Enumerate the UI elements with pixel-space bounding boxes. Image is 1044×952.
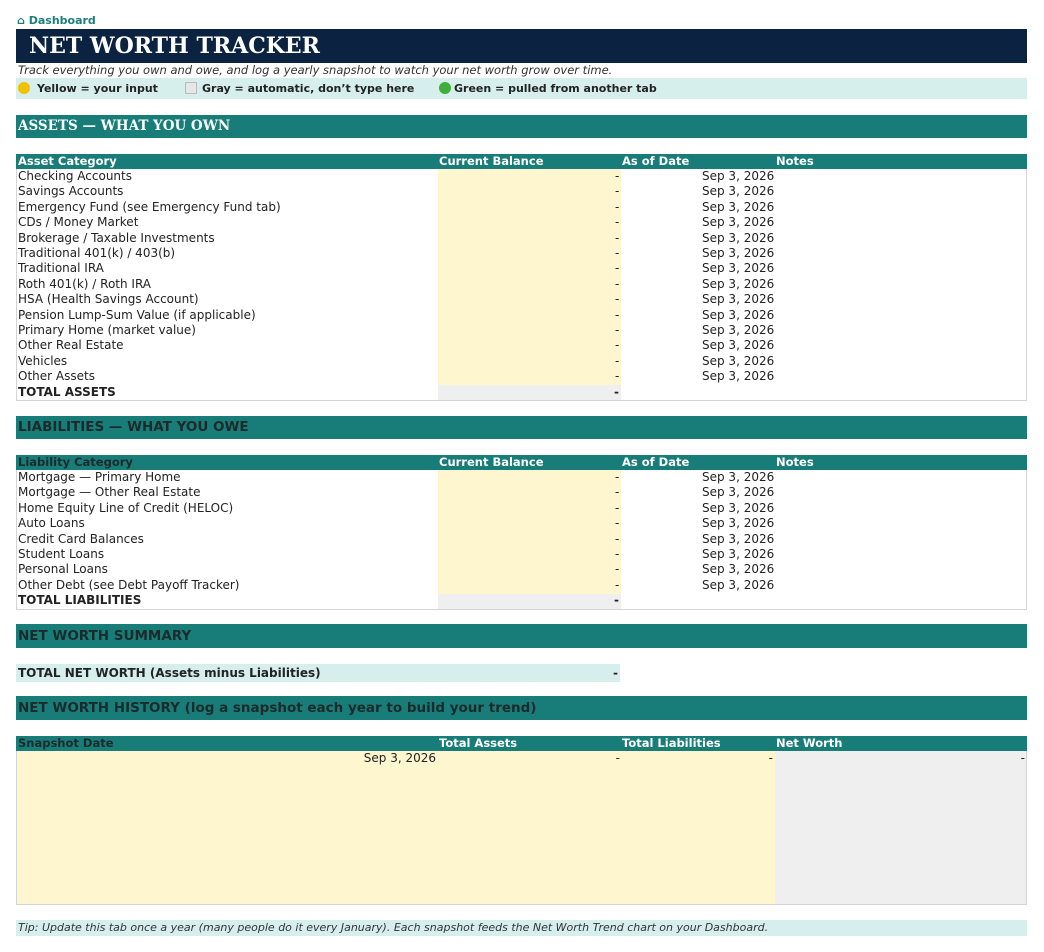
notes-cell[interactable] (777, 470, 1017, 485)
balance-input[interactable]: - (615, 169, 620, 183)
notes-cell[interactable] (777, 354, 1017, 369)
col-total-assets: Total Assets (439, 736, 518, 750)
notes-cell[interactable] (777, 169, 1017, 184)
col-net-worth: Net Worth (776, 736, 843, 750)
legend-yellow (18, 78, 158, 99)
green-circle-icon (439, 82, 451, 94)
color-legend (16, 78, 1027, 99)
col-snapshot-date: Snapshot Date (18, 736, 114, 750)
balance-input[interactable]: - (615, 338, 620, 353)
as-of-date-cell[interactable]: Sep 3, 2026 (702, 230, 775, 245)
balance-input[interactable]: - (615, 323, 620, 337)
assets-table (16, 169, 1027, 401)
balance-input[interactable]: - (615, 276, 620, 291)
category-cell: Vehicles (18, 353, 68, 368)
balance-input[interactable]: - (615, 577, 620, 592)
legend-gray-label: Gray = automatic, don’t type here (202, 82, 415, 95)
balance-input[interactable]: - (615, 230, 620, 245)
category-cell: Other Debt (see Debt Payoff Tracker) (18, 577, 240, 592)
legend-green-label: Green = pulled from another tab (454, 82, 657, 95)
notes-cell[interactable] (777, 501, 1017, 516)
balance-input[interactable]: - (615, 531, 620, 546)
table-row (17, 547, 1026, 562)
table-row (17, 261, 1026, 276)
balance-input[interactable]: - (615, 246, 620, 260)
col-liability-category: Liability Category (18, 455, 133, 469)
table-row (17, 184, 1026, 199)
table-row (17, 231, 1026, 246)
notes-cell[interactable] (777, 308, 1017, 323)
as-of-date-cell[interactable]: Sep 3, 2026 (702, 246, 775, 260)
snapshot-assets-cell[interactable]: - (615, 751, 620, 765)
table-row (17, 308, 1026, 323)
as-of-date-cell[interactable]: Sep 3, 2026 (702, 215, 775, 230)
table-row (17, 338, 1026, 353)
notes-cell[interactable] (777, 578, 1017, 593)
dashboard-link[interactable] (17, 14, 96, 27)
table-row (17, 323, 1026, 338)
notes-cell[interactable] (777, 215, 1017, 230)
category-cell: Other Assets (18, 369, 95, 384)
liabilities-table-header (16, 455, 1027, 470)
snapshot-liabilities-cell[interactable]: - (768, 751, 773, 765)
assets-section-title: ASSETS — WHAT YOU OWN (16, 115, 1027, 138)
total-row (17, 593, 1026, 608)
as-of-date-cell[interactable]: Sep 3, 2026 (702, 169, 775, 183)
as-of-date-cell[interactable]: Sep 3, 2026 (702, 353, 775, 368)
snapshot-date-cell[interactable]: Sep 3, 2026 (363, 751, 436, 765)
assets-table-header (16, 154, 1027, 169)
notes-cell[interactable] (777, 369, 1017, 384)
category-cell: Brokerage / Taxable Investments (18, 230, 215, 245)
category-cell: Roth 401(k) / Roth IRA (18, 276, 152, 291)
page-subtitle: Track everything you own and owe, and log a yearly snapshot to watch your net worth grow over time. (18, 63, 613, 77)
category-cell: Traditional 401(k) / 403(b) (18, 246, 176, 260)
as-of-date-cell[interactable]: Sep 3, 2026 (702, 485, 775, 500)
tip-note: Tip: Update this tab once a year (many people do it every January). Each snapshot feeds the Net Worth Trend chart on your Dashboard. (16, 920, 1027, 936)
as-of-date-cell[interactable]: Sep 3, 2026 (702, 547, 775, 561)
category-cell: Checking Accounts (18, 169, 132, 183)
total-label: TOTAL ASSETS (18, 384, 116, 399)
category-cell: Other Real Estate (18, 338, 124, 353)
legend-gray (185, 78, 414, 99)
legend-green (439, 78, 657, 99)
notes-cell[interactable] (777, 184, 1017, 199)
category-cell: Mortgage — Primary Home (18, 470, 181, 484)
category-cell: Mortgage — Other Real Estate (18, 485, 201, 500)
history-auto-area (775, 751, 1026, 904)
notes-cell[interactable] (777, 338, 1017, 353)
gray-square-icon (185, 82, 197, 94)
dashboard-link-label: Dashboard (28, 14, 96, 27)
as-of-date-cell[interactable]: Sep 3, 2026 (702, 307, 775, 322)
category-cell: Primary Home (market value) (18, 323, 196, 337)
balance-input[interactable]: - (615, 353, 620, 368)
page-title: NET WORTH TRACKER (16, 29, 1027, 63)
snapshot-net-worth-cell: - (1020, 751, 1025, 765)
total-label: TOTAL LIABILITIES (18, 593, 142, 608)
total-net-worth-value: - (613, 666, 618, 680)
summary-section-title: NET WORTH SUMMARY (16, 624, 1027, 648)
balance-input[interactable]: - (615, 261, 620, 276)
notes-cell[interactable] (777, 532, 1017, 547)
table-row (17, 485, 1026, 500)
balance-input[interactable]: - (615, 470, 620, 484)
table-row (17, 169, 1026, 184)
as-of-date-cell[interactable]: Sep 3, 2026 (702, 369, 775, 384)
as-of-date-cell[interactable]: Sep 3, 2026 (702, 516, 775, 531)
balance-input[interactable]: - (615, 307, 620, 322)
category-cell: CDs / Money Market (18, 215, 139, 230)
table-row (17, 516, 1026, 531)
category-cell: Savings Accounts (18, 184, 124, 199)
notes-cell[interactable] (777, 292, 1017, 307)
notes-cell[interactable] (777, 231, 1017, 246)
balance-input[interactable]: - (615, 516, 620, 531)
as-of-date-cell[interactable]: Sep 3, 2026 (702, 531, 775, 546)
table-row (17, 354, 1026, 369)
table-row (17, 246, 1026, 261)
balance-input[interactable]: - (615, 184, 620, 199)
legend-yellow-label: Yellow = your input (37, 82, 158, 95)
as-of-date-cell[interactable]: Sep 3, 2026 (702, 184, 775, 199)
total-row (17, 385, 1026, 400)
as-of-date-cell[interactable]: Sep 3, 2026 (702, 276, 775, 291)
liabilities-table (16, 470, 1027, 610)
table-row (17, 215, 1026, 230)
total-value: - (614, 593, 619, 608)
col-as-of-date: As of Date (622, 455, 690, 469)
balance-input[interactable]: - (615, 292, 620, 307)
as-of-date-cell[interactable]: Sep 3, 2026 (702, 338, 775, 353)
balance-input[interactable]: - (615, 562, 620, 577)
yellow-circle-icon (18, 82, 30, 94)
as-of-date-cell[interactable]: Sep 3, 2026 (702, 562, 775, 577)
history-table-header (16, 736, 1027, 751)
as-of-date-cell[interactable]: Sep 3, 2026 (702, 500, 775, 515)
category-cell: Auto Loans (18, 516, 85, 531)
notes-cell[interactable] (777, 246, 1017, 261)
notes-cell[interactable] (777, 323, 1017, 338)
liabilities-section-title: LIABILITIES — WHAT YOU OWE (16, 416, 1027, 439)
table-row (17, 532, 1026, 547)
notes-cell[interactable] (777, 562, 1017, 577)
category-cell: HSA (Health Savings Account) (18, 292, 199, 307)
notes-cell[interactable] (777, 547, 1017, 562)
col-asset-category: Asset Category (18, 154, 117, 168)
history-input-area (17, 751, 775, 904)
col-notes: Notes (776, 455, 814, 469)
table-row (17, 578, 1026, 593)
table-row (17, 562, 1026, 577)
as-of-date-cell[interactable]: Sep 3, 2026 (702, 261, 775, 276)
balance-input[interactable]: - (615, 547, 620, 561)
col-current-balance: Current Balance (439, 455, 544, 469)
as-of-date-cell[interactable]: Sep 3, 2026 (702, 292, 775, 307)
notes-cell[interactable] (777, 516, 1017, 531)
history-row[interactable] (17, 751, 1026, 766)
notes-cell[interactable] (777, 277, 1017, 292)
col-current-balance: Current Balance (439, 154, 544, 168)
house-icon: ⌂ (17, 14, 25, 27)
total-net-worth-row (16, 664, 620, 682)
notes-cell[interactable] (777, 261, 1017, 276)
table-row (17, 200, 1026, 215)
table-row (17, 277, 1026, 292)
balance-input[interactable]: - (615, 215, 620, 230)
category-cell: Pension Lump-Sum Value (if applicable) (18, 307, 256, 322)
table-row (17, 292, 1026, 307)
total-net-worth-label: TOTAL NET WORTH (Assets minus Liabilities) (18, 666, 321, 680)
table-row (17, 369, 1026, 384)
table-row (17, 470, 1026, 485)
category-cell: Personal Loans (18, 562, 108, 577)
category-cell: Emergency Fund (see Emergency Fund tab) (18, 199, 281, 214)
table-row (17, 501, 1026, 516)
balance-input[interactable]: - (615, 485, 620, 500)
col-total-liabilities: Total Liabilities (622, 736, 721, 750)
balance-input[interactable]: - (615, 369, 620, 384)
category-cell: Home Equity Line of Credit (HELOC) (18, 500, 234, 515)
as-of-date-cell[interactable]: Sep 3, 2026 (702, 577, 775, 592)
notes-cell[interactable] (777, 200, 1017, 215)
as-of-date-cell[interactable]: Sep 3, 2026 (702, 470, 775, 484)
as-of-date-cell[interactable]: Sep 3, 2026 (702, 199, 775, 214)
total-value: - (614, 384, 619, 399)
balance-input[interactable]: - (615, 500, 620, 515)
category-cell: Credit Card Balances (18, 531, 144, 546)
category-cell: Student Loans (18, 547, 105, 561)
col-notes: Notes (776, 154, 814, 168)
as-of-date-cell[interactable]: Sep 3, 2026 (702, 323, 775, 337)
category-cell: Traditional IRA (18, 261, 104, 276)
history-section-title: NET WORTH HISTORY (log a snapshot each year to build your trend) (16, 696, 1027, 720)
history-table (16, 751, 1027, 905)
col-as-of-date: As of Date (622, 154, 690, 168)
notes-cell[interactable] (777, 485, 1017, 500)
balance-input[interactable]: - (615, 199, 620, 214)
